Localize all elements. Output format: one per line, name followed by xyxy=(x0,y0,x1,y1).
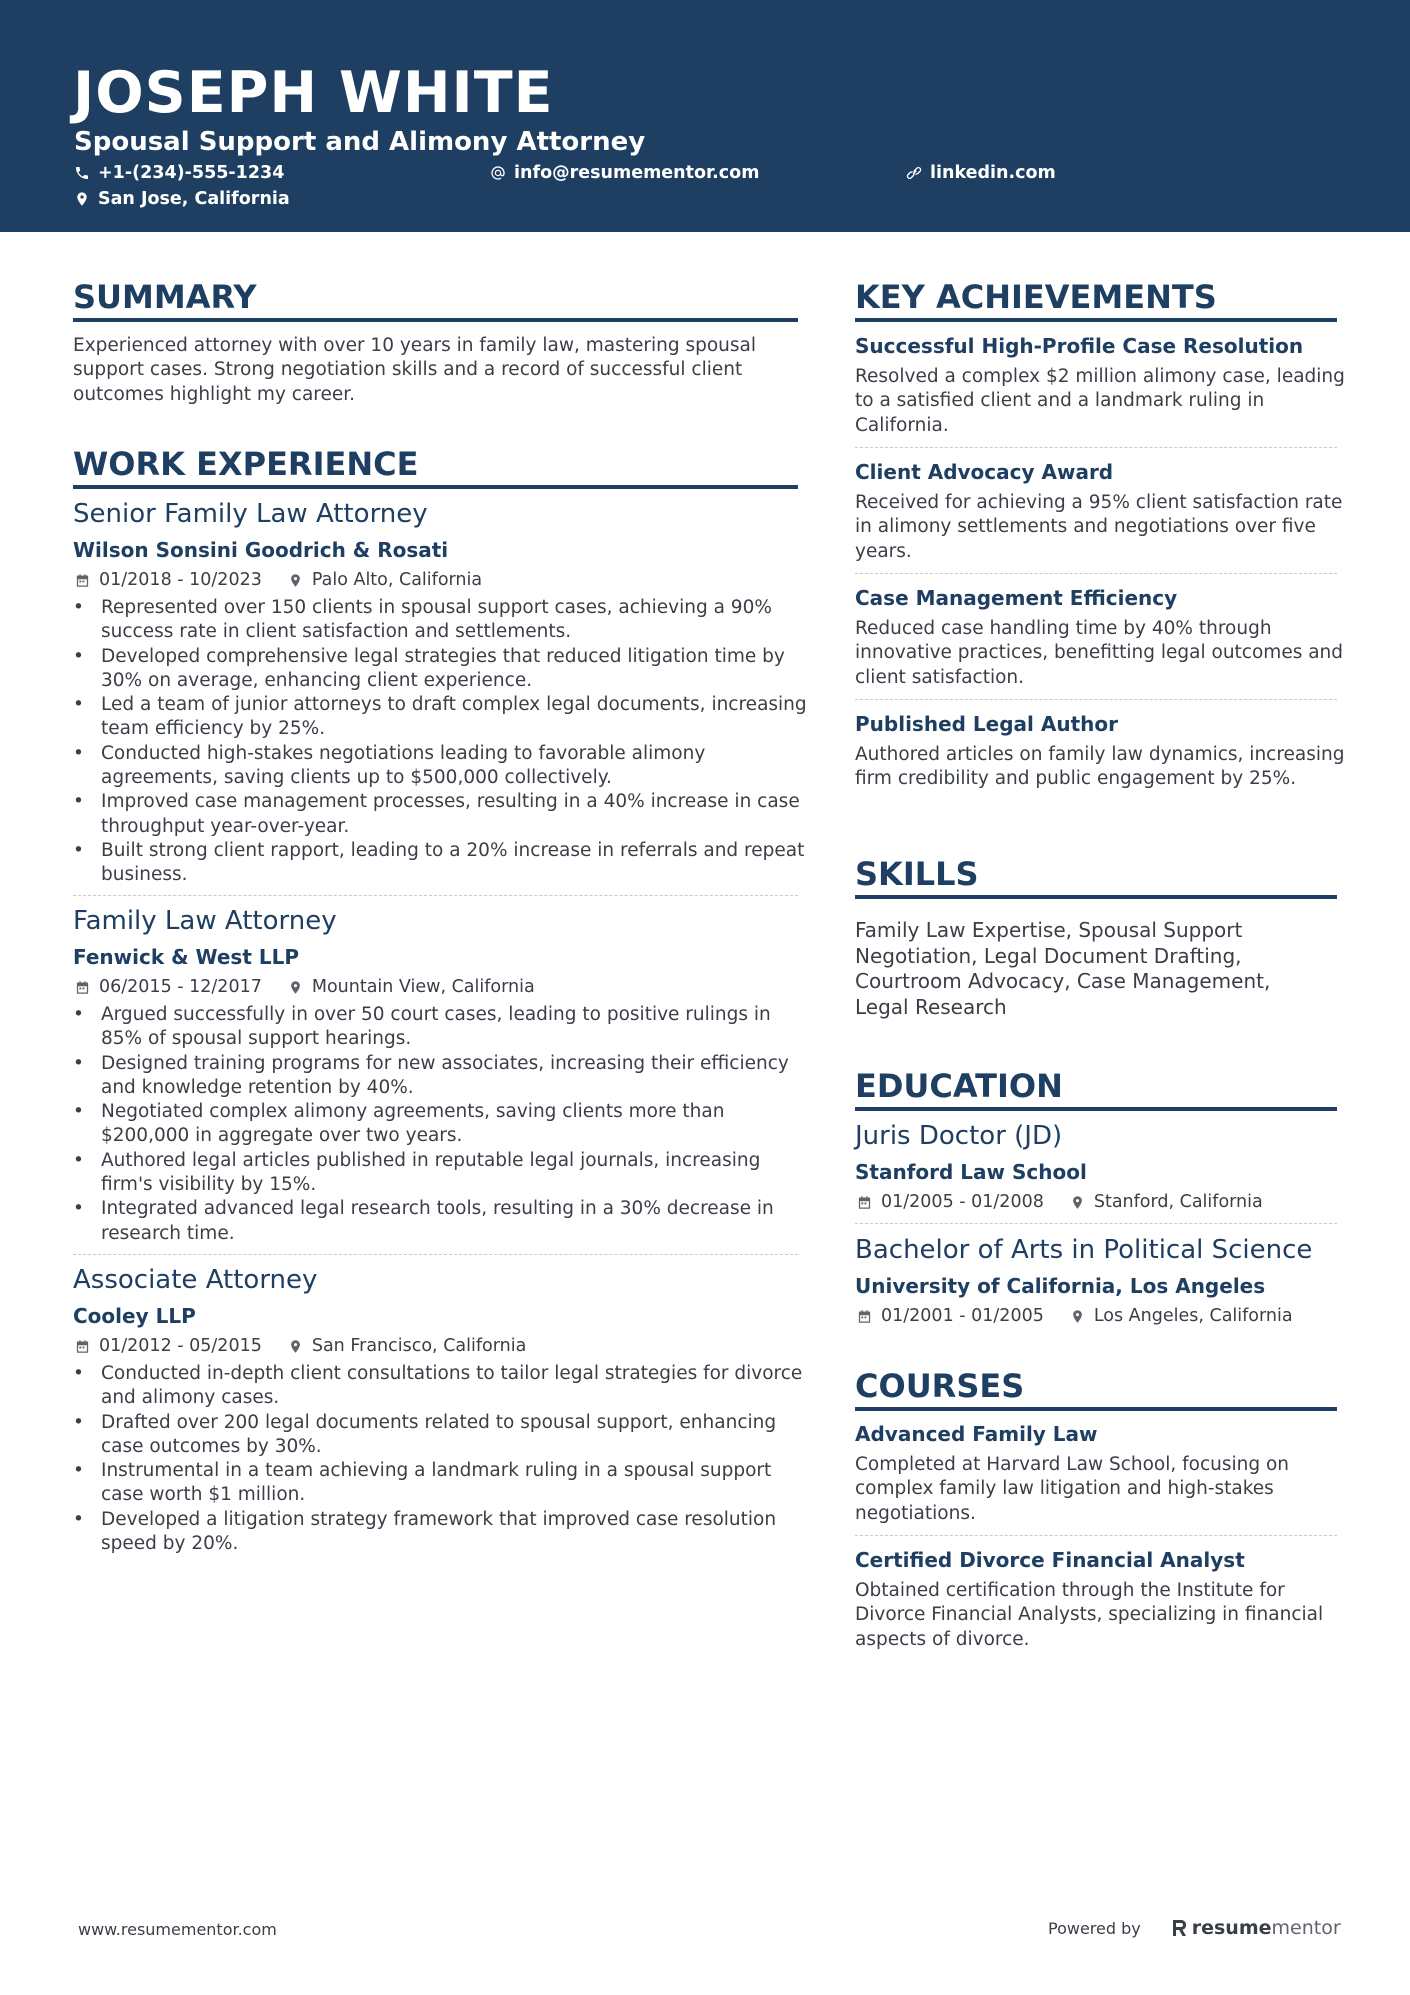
job-location-text: Mountain View, California xyxy=(311,977,535,997)
job-meta xyxy=(75,1335,526,1357)
location-pin-icon xyxy=(288,1339,303,1354)
job-location xyxy=(288,976,535,998)
contact-linkedin[interactable] xyxy=(906,162,1056,184)
brand-light: mentor xyxy=(1271,1917,1341,1939)
job-company: Cooley LLP xyxy=(73,1304,196,1328)
location-pin-icon xyxy=(288,980,303,995)
course-title: Certified Divorce Financial Analyst xyxy=(855,1548,1245,1572)
bullet-item: • Conducted in-depth client consultations to tailor legal strategies for divorce and alimony cases. xyxy=(73,1362,808,1411)
bullet-item: • Represented over 150 clients in spousal support cases, achieving a 90% success rate in client satisfaction and settlements. xyxy=(73,596,808,645)
job-meta xyxy=(75,569,482,591)
skills-heading: SKILLS xyxy=(855,855,979,893)
education-degree: Juris Doctor (JD) xyxy=(855,1121,1063,1151)
contact-phone[interactable] xyxy=(74,162,284,184)
education-location xyxy=(1070,1305,1293,1327)
location-pin-icon xyxy=(1070,1309,1085,1324)
location-pin-icon xyxy=(1070,1195,1085,1210)
education-heading: EDUCATION xyxy=(855,1067,1063,1105)
job-location xyxy=(288,569,482,591)
email-text: info@resumementor.com xyxy=(514,163,760,183)
brand-logo[interactable] xyxy=(1171,1917,1341,1939)
contact-location xyxy=(74,188,290,210)
education-rule xyxy=(855,1107,1337,1111)
footer-powered xyxy=(1048,1917,1341,1939)
link-icon xyxy=(906,165,922,181)
calendar-icon xyxy=(75,573,90,588)
experience-heading: WORK EXPERIENCE xyxy=(73,445,419,483)
job-dates: 01/2012 - 05/2015 xyxy=(99,1336,262,1356)
achievement-title: Published Legal Author xyxy=(855,712,1118,736)
job-bullets xyxy=(73,596,808,888)
summary-rule xyxy=(73,318,798,322)
achievement-divider xyxy=(855,699,1337,700)
achievements-heading: KEY ACHIEVEMENTS xyxy=(855,278,1217,316)
footer-website[interactable]: www.resumementor.com xyxy=(78,1920,277,1939)
course-text: Obtained certification through the Institute for Divorce Financial Analysts, specializing in financial aspects of divorce. xyxy=(855,1580,1324,1650)
bullet-item: • Improved case management processes, resulting in a 40% increase in case throughput year-over-year. xyxy=(73,790,808,839)
achievement-text: Resolved a complex $2 million alimony case, leading to a satisfied client and a landmark ruling in California. xyxy=(855,366,1345,436)
calendar-icon xyxy=(857,1309,872,1324)
education-meta xyxy=(857,1191,1263,1213)
bullet-item: • Built strong client rapport, leading to a 20% increase in referrals and repeat business. xyxy=(73,839,808,888)
job-title: Associate Attorney xyxy=(73,1265,318,1295)
course-text: Completed at Harvard Law School, focusing on complex family law litigation and high-stakes negotiations. xyxy=(855,1454,1290,1524)
bullet-item: • Negotiated complex alimony agreements, saving clients more than $200,000 in aggregate over two years. xyxy=(73,1100,808,1149)
courses-heading: COURSES xyxy=(855,1367,1025,1405)
job-company: Wilson Sonsini Goodrich & Rosati xyxy=(73,538,449,562)
education-degree: Bachelor of Arts in Political Science xyxy=(855,1235,1313,1265)
job-bullets xyxy=(73,1003,808,1246)
at-icon xyxy=(490,165,506,181)
location-text: San Jose, California xyxy=(98,189,290,209)
bullet-item: • Drafted over 200 legal documents related to spousal support, enhancing case outcomes by 30%. xyxy=(73,1411,808,1460)
job-location-text: Palo Alto, California xyxy=(311,570,483,590)
skills-text: Family Law Expertise, Spousal Support Negotiation, Legal Document Drafting, Courtroom Advocacy, Case Management, Legal Research xyxy=(855,918,1271,1019)
job-location-text: San Francisco, California xyxy=(311,1336,527,1356)
skills-rule xyxy=(855,895,1337,899)
candidate-role: Spousal Support and Alimony Attorney xyxy=(74,127,646,157)
contact-email[interactable] xyxy=(490,162,759,184)
job-divider xyxy=(73,1254,798,1255)
education-divider xyxy=(855,1223,1337,1224)
location-pin-icon xyxy=(74,191,90,207)
course-title: Advanced Family Law xyxy=(855,1422,1098,1446)
calendar-icon xyxy=(857,1195,872,1210)
bullet-item: • Argued successfully in over 50 court cases, leading to positive rulings in 85% of spousal support hearings. xyxy=(73,1003,808,1052)
brand-bold: resume xyxy=(1191,1917,1272,1939)
bullet-item: • Designed training programs for new associates, increasing their efficiency and knowledge retention by 40%. xyxy=(73,1052,808,1101)
bullet-item: • Integrated advanced legal research tools, resulting in a 30% decrease in research time. xyxy=(73,1197,808,1246)
bullet-item: • Developed comprehensive legal strategies that reduced litigation time by 30% on average, enhancing client experience. xyxy=(73,645,808,694)
achievement-text: Reduced case handling time by 40% through innovative practices, benefitting legal outcomes and client satisfaction. xyxy=(855,618,1344,688)
header-banner xyxy=(0,0,1410,232)
job-dates: 01/2018 - 10/2023 xyxy=(99,570,262,590)
calendar-icon xyxy=(75,980,90,995)
job-meta xyxy=(75,976,535,998)
powered-by-label: Powered by xyxy=(1048,1918,1141,1938)
course-divider xyxy=(855,1535,1337,1536)
summary-text: Experienced attorney with over 10 years in family law, mastering spousal support cases. Strong negotiation skills and a record of successful client outcomes highlight my career. xyxy=(73,335,757,405)
phone-icon xyxy=(74,165,90,181)
job-bullets xyxy=(73,1362,808,1556)
achievement-title: Client Advocacy Award xyxy=(855,460,1114,484)
education-location-text: Los Angeles, California xyxy=(1093,1306,1293,1326)
location-pin-icon xyxy=(288,573,303,588)
education-school: University of California, Los Angeles xyxy=(855,1274,1266,1298)
bullet-item: • Led a team of junior attorneys to draft complex legal documents, increasing team efficiency by 25%. xyxy=(73,693,808,742)
bullet-item: • Developed a litigation strategy framework that improved case resolution speed by 20%. xyxy=(73,1508,808,1557)
bullet-item: • Instrumental in a team achieving a landmark ruling in a spousal support case worth $1 million. xyxy=(73,1459,808,1508)
courses-rule xyxy=(855,1407,1337,1411)
achievement-divider xyxy=(855,447,1337,448)
achievements-rule xyxy=(855,318,1337,322)
linkedin-text: linkedin.com xyxy=(930,163,1056,183)
experience-rule xyxy=(73,485,798,489)
bullet-item: • Authored legal articles published in reputable legal journals, increasing firm's visibility by 15%. xyxy=(73,1149,808,1198)
resumementor-logo-icon xyxy=(1171,1918,1187,1938)
job-company: Fenwick & West LLP xyxy=(73,945,299,969)
education-meta xyxy=(857,1305,1293,1327)
education-dates: 01/2005 - 01/2008 xyxy=(881,1192,1044,1212)
education-dates: 01/2001 - 01/2005 xyxy=(881,1306,1044,1326)
education-school: Stanford Law School xyxy=(855,1160,1087,1184)
achievement-title: Case Management Efficiency xyxy=(855,586,1178,610)
education-location xyxy=(1070,1191,1263,1213)
education-location-text: Stanford, California xyxy=(1093,1192,1263,1212)
job-title: Senior Family Law Attorney xyxy=(73,499,428,529)
achievement-title: Successful High-Profile Case Resolution xyxy=(855,334,1304,358)
phone-text: +1-(234)-555-1234 xyxy=(98,163,285,183)
job-title: Family Law Attorney xyxy=(73,906,337,936)
achievement-divider xyxy=(855,573,1337,574)
achievement-text: Received for achieving a 95% client satisfaction rate in alimony settlements and negotiations over five years. xyxy=(855,492,1343,562)
summary-heading: SUMMARY xyxy=(73,278,257,316)
achievement-text: Authored articles on family law dynamics, increasing firm credibility and public engagement by 25%. xyxy=(855,744,1345,790)
candidate-name: JOSEPH WHITE xyxy=(73,60,554,126)
job-dates: 06/2015 - 12/2017 xyxy=(99,977,262,997)
bullet-item: • Conducted high-stakes negotiations leading to favorable alimony agreements, saving clients up to $500,000 collectively. xyxy=(73,742,808,791)
job-location xyxy=(288,1335,526,1357)
job-divider xyxy=(73,895,798,896)
calendar-icon xyxy=(75,1339,90,1354)
